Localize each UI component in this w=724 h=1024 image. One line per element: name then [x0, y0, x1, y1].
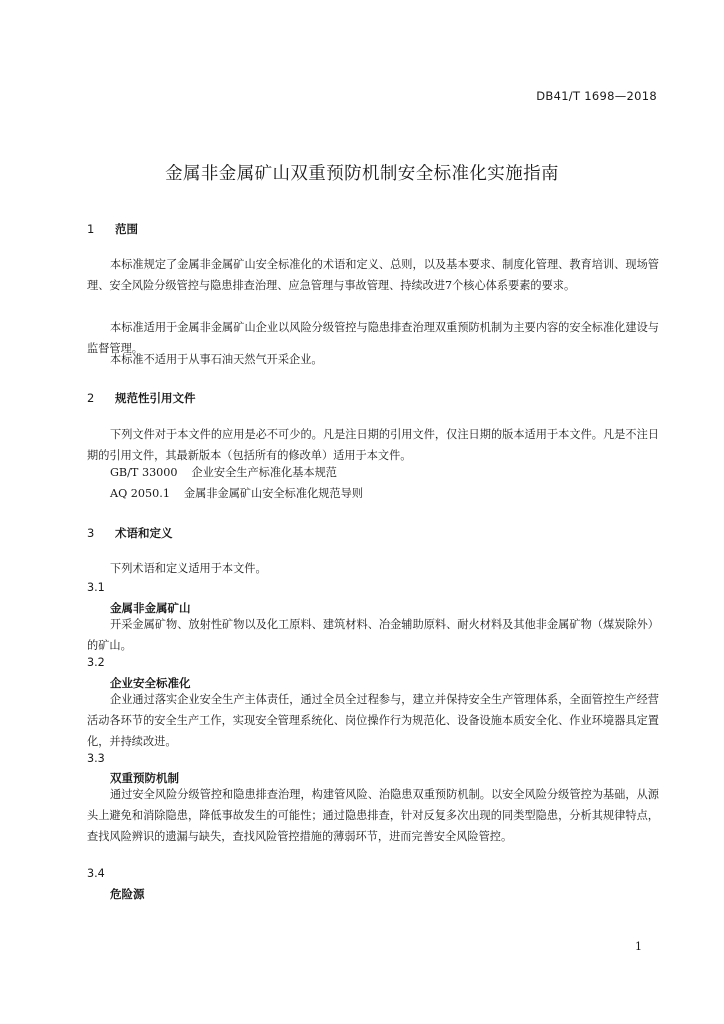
- paragraph: 本标准适用于金属非金属矿山企业以风险分级管控与隐患排查治理双重预防机制为主要内容的安全标准化建设与监督管理。: [87, 321, 659, 355]
- standard-code: DB41/T 1698—2018: [536, 89, 657, 103]
- term-definition: 开采金属矿物、放射性矿物以及化工原料、建筑材料、冶金辅助原料、耐火材料及其他非金属矿物（煤炭除外）的矿山。: [87, 618, 659, 652]
- term-number: 3.2: [87, 656, 105, 669]
- paragraph: 本标准不适用于从事石油天然气开采企业。: [110, 353, 323, 366]
- section-title: 术语和定义: [115, 526, 173, 540]
- paragraph: 下列术语和定义适用于本文件。: [110, 562, 267, 575]
- term-name: 危险源: [110, 887, 145, 901]
- term-name: 金属非金属矿山: [110, 601, 191, 615]
- section-heading-scope: [87, 221, 138, 237]
- reference-item: [110, 464, 337, 480]
- section-heading-normative-references: [87, 390, 196, 406]
- reference-code: AQ 2050.1: [110, 487, 170, 500]
- paragraph: 下列文件对于本文件的应用是必不可少的。凡是注日期的引用文件，仅注日期的版本适用于本文件。凡是不注日期的引用文件，其最新版本（包括所有的修改单）适用于本文件。: [87, 428, 659, 462]
- document-title: 金属非金属矿山双重预防机制安全标准化实施指南: [165, 164, 559, 184]
- section-title: 范围: [115, 222, 138, 236]
- term-definition: 企业通过落实企业安全生产主体责任，通过全员全过程参与，建立并保持安全生产管理体系，全面管控生产经营活动各环节的安全生产工作，实现安全管理系统化、岗位操作行为规范化、设备设施本质安全化、作业环境器具定置化，并持续改进。: [87, 693, 659, 748]
- term-name: 企业安全标准化: [110, 676, 191, 690]
- section-heading-terms: [87, 525, 173, 541]
- reference-code: GB/T 33000: [110, 466, 178, 479]
- term-number: 3.1: [87, 581, 105, 594]
- section-number: 3: [87, 526, 95, 540]
- term-name: 双重预防机制: [110, 771, 179, 785]
- term-number: 3.3: [87, 752, 105, 765]
- section-title: 规范性引用文件: [115, 391, 196, 405]
- section-number: 2: [87, 391, 95, 405]
- paragraph: 本标准规定了金属非金属矿山安全标准化的术语和定义、总则，以及基本要求、制度化管理、教育培训、现场管理、安全风险分级管控与隐患排查治理、应急管理与事故管理、持续改进7个核心体系要素的要求。: [87, 258, 659, 292]
- page-number: 1: [635, 940, 642, 953]
- reference-name: 金属非金属矿山安全标准化规范导则: [183, 487, 363, 500]
- term-number: 3.4: [87, 867, 105, 880]
- reference-name: 企业安全生产标准化基本规范: [191, 466, 337, 479]
- term-definition: 通过安全风险分级管控和隐患排查治理，构建管风险、治隐患双重预防机制。以安全风险分级管控为基础，从源头上避免和消除隐患，降低事故发生的可能性；通过隐患排查，针对反复多次出现的同类型隐患，分析其规律特点，查找风险辨识的遗漏与缺失，查找风险管控措施的薄弱环节，进而完善安全风险管控。: [87, 788, 659, 843]
- section-number: 1: [87, 222, 95, 236]
- reference-item: [110, 485, 363, 501]
